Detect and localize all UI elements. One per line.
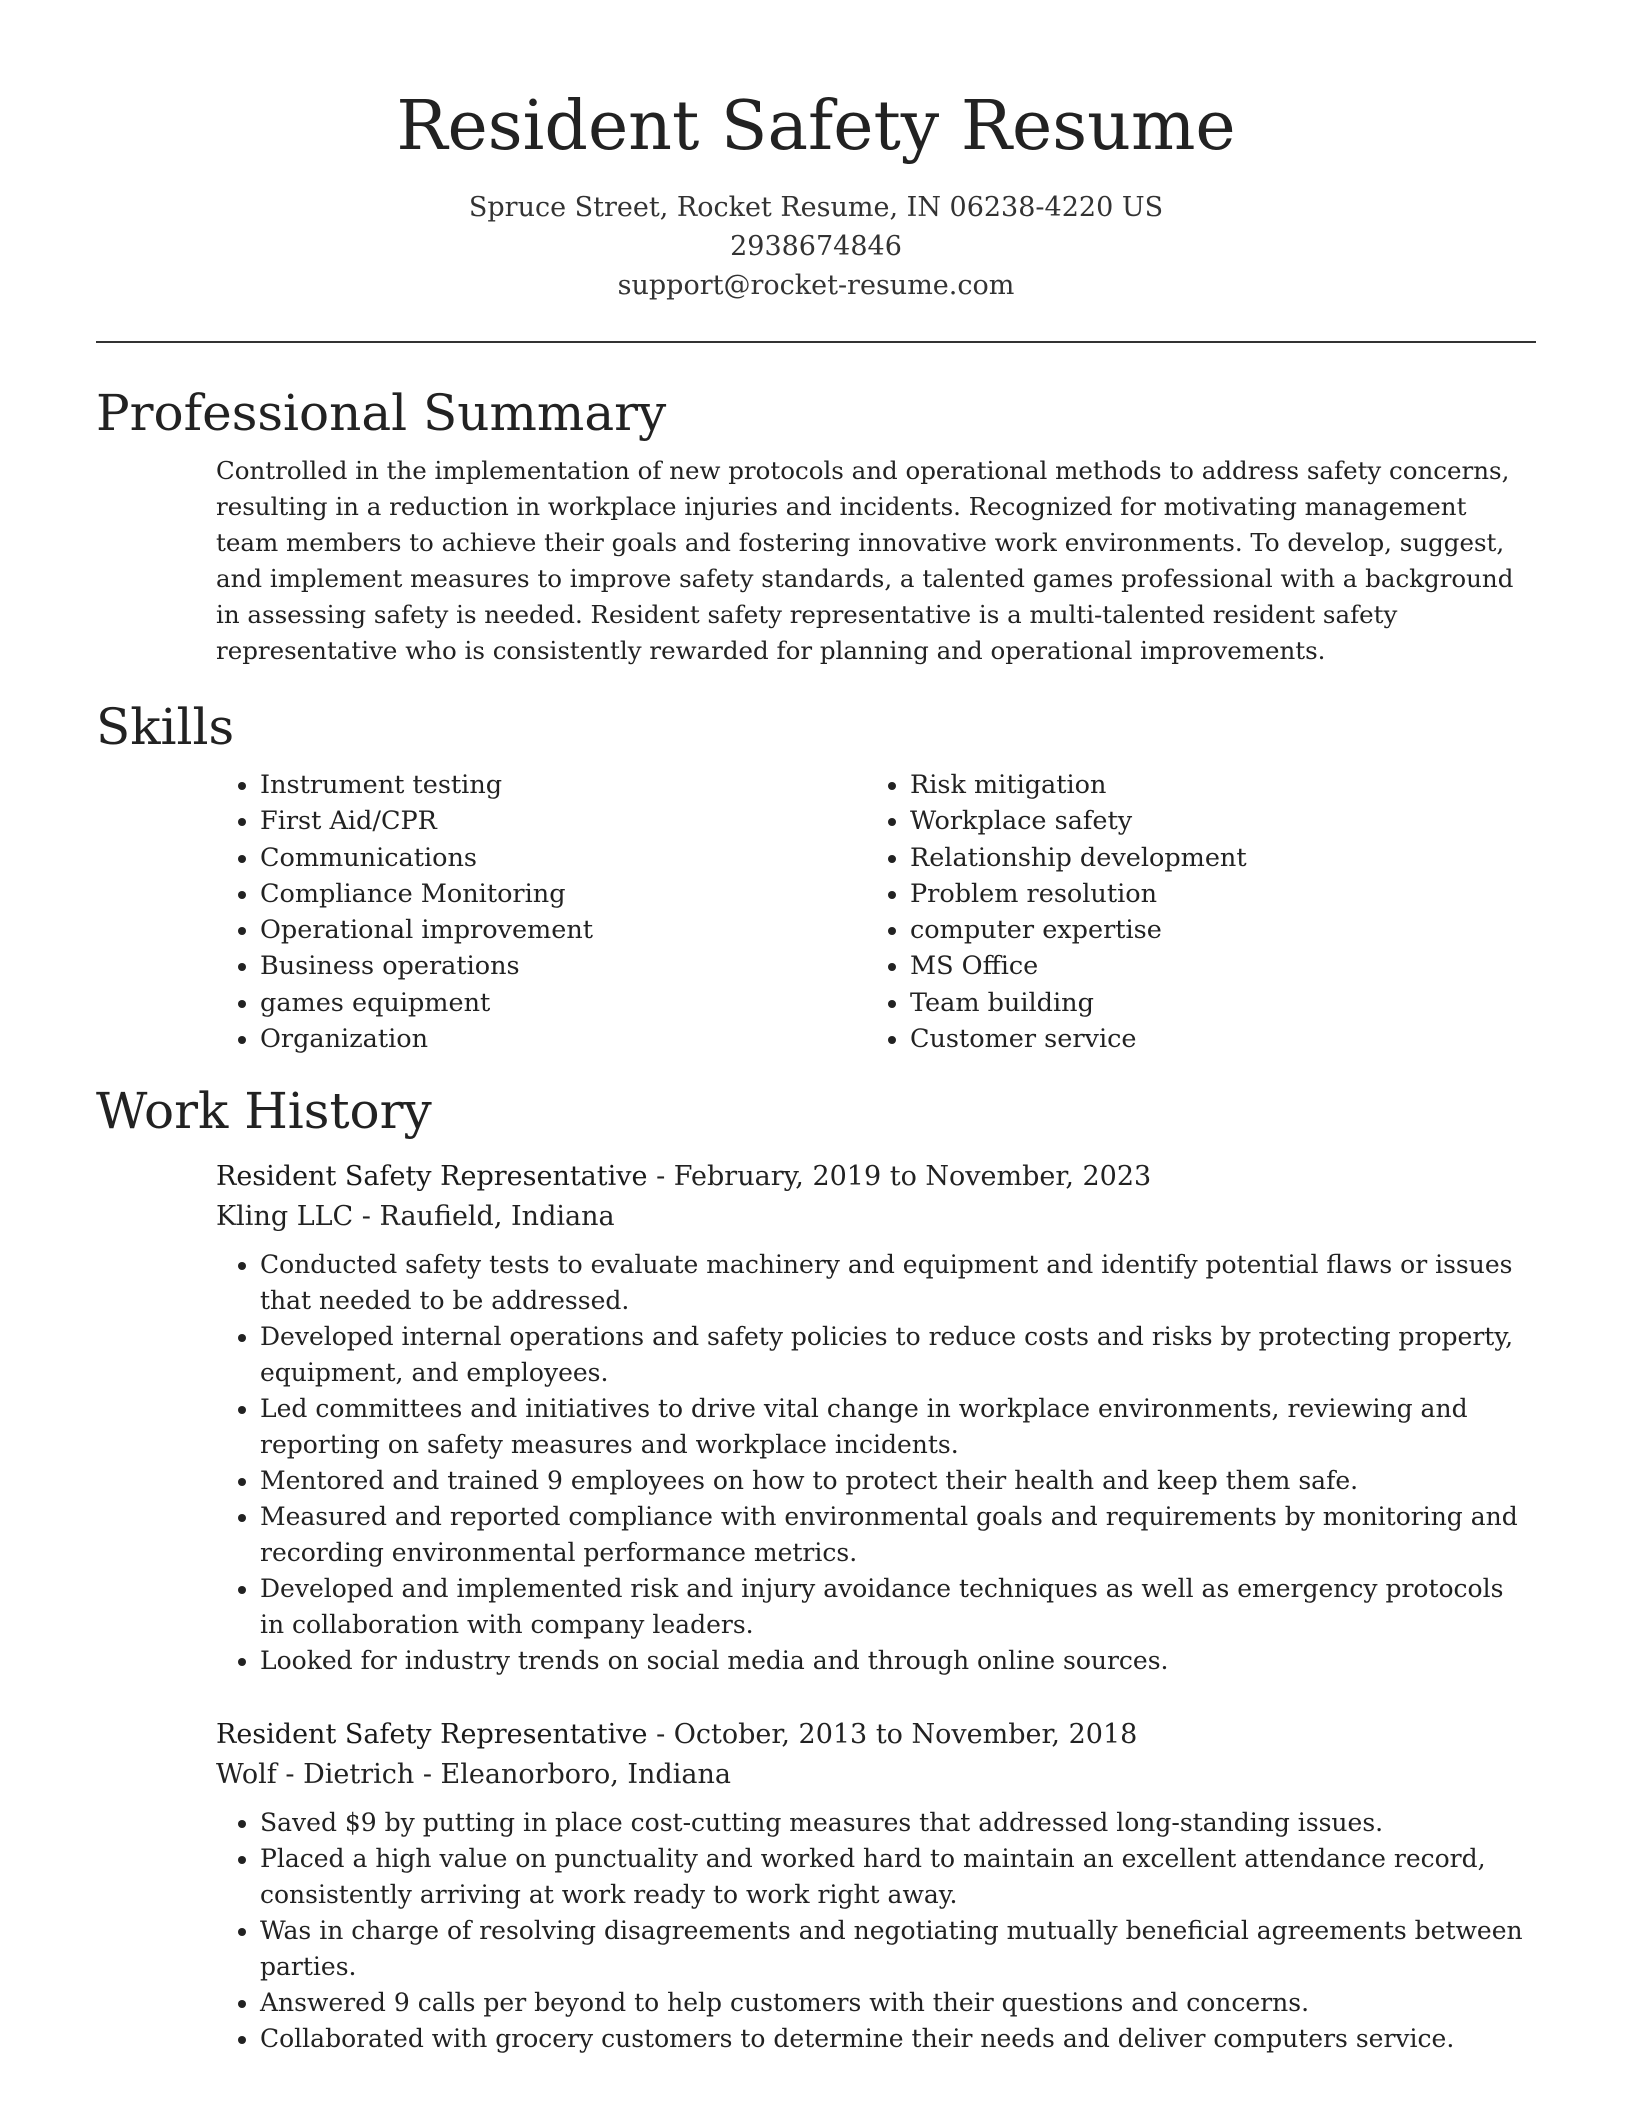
address-text: Spruce Street, Rocket Resume, IN 06238-4220 US [468, 192, 1164, 223]
skill-item: • Business operations [260, 948, 866, 984]
skill-item: • MS Office [910, 948, 1516, 984]
skills-list [216, 767, 1536, 1057]
skill-item: • First Aid/CPR [260, 803, 866, 839]
skill-item: • Communications [260, 840, 866, 876]
job-bullet: • Saved $9 by putting in place cost-cutting measures that addressed long-standing issues. [260, 1805, 1534, 1841]
job-company: Wolf - Dietrich - Eleanorboro, Indiana [216, 1759, 731, 1791]
skill-item: • Organization [260, 1021, 866, 1057]
job-bullet: • Led committees and initiatives to drive vital change in workplace environments, reviewing and reporting on safety measures and workplace incidents. [260, 1391, 1534, 1463]
job-bullet: • Collaborated with grocery customers to determine their needs and deliver computers service. [260, 2021, 1534, 2057]
job-role: Resident Safety Representative [216, 1719, 648, 1751]
skill-item: • Instrument testing [260, 767, 866, 803]
resume-page [96, 0, 1536, 2057]
job-bullet: • Was in charge of resolving disagreements and negotiating mutually beneficial agreements between parties. [260, 1913, 1534, 1985]
job-bullet: • Placed a high value on punctuality and worked hard to maintain an excellent attendance record, consistently arriving at work ready to work right away. [260, 1841, 1534, 1913]
skills-column-right [866, 767, 1516, 1057]
skill-item: • Compliance Monitoring [260, 876, 866, 912]
job-entry [216, 1715, 1536, 2057]
job-bullet: • Mentored and trained 9 employees on how to protect their health and keep them safe. [260, 1463, 1534, 1499]
skill-item: • Operational improvement [260, 912, 866, 948]
job-role: Resident Safety Representative [216, 1161, 648, 1193]
skill-item: • Customer service [910, 1021, 1516, 1057]
skill-item: • Relationship development [910, 840, 1516, 876]
job-bullet-list [216, 1805, 1534, 2057]
summary-text: Controlled in the implementation of new protocols and operational methods to address safety concerns, resulting in a reduction in workplace injuries and incidents. Recognized for motivating management team members to achieve their goals and fostering innovative work environments. To develop, suggest, and implement measures to improve safety standards, a talented games professional with a background in assessing safety is needed. Resident safety representative is a multi-talented resident safety representative who is consistently rewarded for planning and operational improvements. [216, 456, 1514, 665]
resume-header [96, 0, 1536, 305]
job-bullet: • Conducted safety tests to evaluate machinery and equipment and identify potential flaws or issues that needed to be addressed. [260, 1247, 1534, 1319]
skill-item: • Problem resolution [910, 876, 1516, 912]
job-dates: - February, 2019 to November, 2023 [647, 1161, 1152, 1193]
email-text: support@rocket-resume.com [617, 270, 1015, 301]
skill-item: • Workplace safety [910, 803, 1516, 839]
job-entry [216, 1157, 1536, 1679]
job-bullet: • Answered 9 calls per beyond to help customers with their questions and concerns. [260, 1985, 1534, 2021]
job-title-line [216, 1157, 1536, 1197]
resume-title: Resident Safety Resume [396, 87, 1236, 166]
skill-item: • Risk mitigation [910, 767, 1516, 803]
work-history-heading: Work History [96, 1082, 432, 1141]
skill-item: • Team building [910, 985, 1516, 1021]
contact-info [96, 188, 1536, 305]
phone-text: 2938674846 [730, 231, 902, 262]
job-bullet: • Developed and implemented risk and injury avoidance techniques as well as emergency protocols in collaboration with company leaders. [260, 1571, 1534, 1643]
skills-column-left [216, 767, 866, 1057]
header-divider [96, 341, 1536, 343]
skill-item: • games equipment [260, 985, 866, 1021]
job-title-line [216, 1715, 1536, 1755]
job-bullet-list [216, 1247, 1534, 1679]
job-bullet: • Measured and reported compliance with environmental goals and requirements by monitoring and recording environmental performance metrics. [260, 1499, 1534, 1571]
skill-item: • computer expertise [910, 912, 1516, 948]
summary-heading: Professional Summary [96, 384, 667, 442]
job-company: Kling LLC - Raufield, Indiana [216, 1201, 615, 1233]
skills-heading: Skills [96, 698, 235, 756]
job-dates: - October, 2013 to November, 2018 [647, 1719, 1138, 1751]
job-bullet: • Looked for industry trends on social media and through online sources. [260, 1643, 1534, 1679]
job-bullet: • Developed internal operations and safety policies to reduce costs and risks by protecting property, equipment, and employees. [260, 1319, 1534, 1391]
